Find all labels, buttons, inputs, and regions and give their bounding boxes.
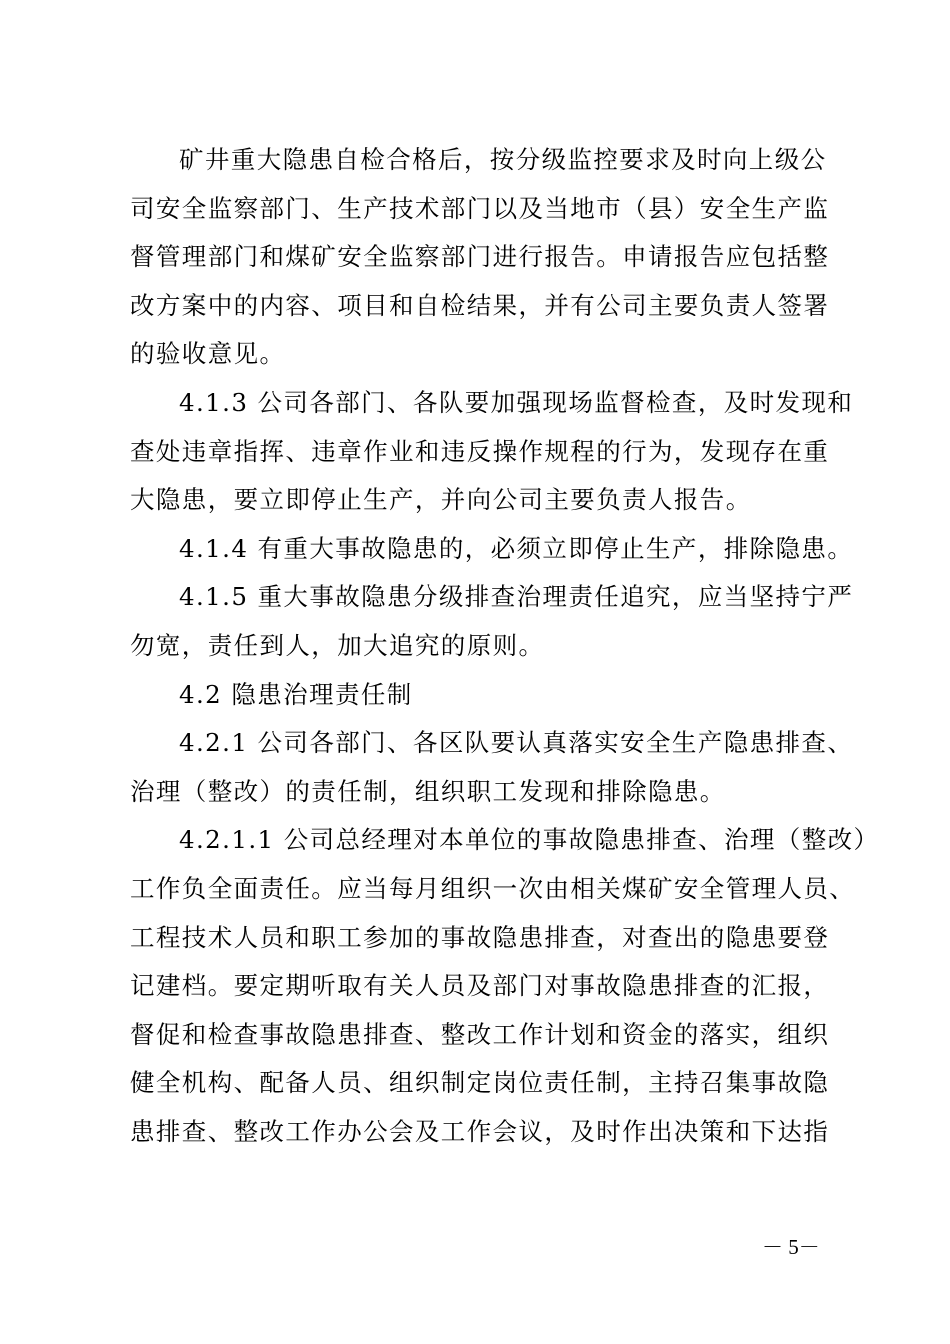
- text-line: 4.2.1.1 公司总经理对本单位的事故隐患排查、治理（整改）: [179, 825, 880, 855]
- text-line: 查处违章指挥、违章作业和违反操作规程的行为，发现存在重: [130, 436, 830, 466]
- text-line: 4.1.3 公司各部门、各队要加强现场监督检查，及时发现和: [179, 387, 854, 417]
- text-line: 矿井重大隐患自检合格后，按分级监控要求及时向上级公: [179, 145, 827, 174]
- document-body: [130, 136, 880, 1156]
- text-line: 的验收意见。: [130, 339, 286, 369]
- text-line: 勿宽，责任到人，加大追究的原则。: [130, 630, 545, 660]
- text-line: 工程技术人员和职工参加的事故隐患排查，对查出的隐患要登: [130, 922, 830, 952]
- text-line: 司安全监察部门、生产技术部门以及当地市（县）安全生产监: [130, 193, 830, 223]
- text-line: 治理（整改）的责任制，组织职工发现和排除隐患。: [130, 776, 726, 806]
- page-number: － 5－: [762, 1235, 820, 1259]
- text-line: 健全机构、配备人员、组织制定岗位责任制，主持召集事故隐: [130, 1068, 830, 1098]
- text-line: 4.1.5 重大事故隐患分级排查治理责任追究，应当坚持宁严: [179, 582, 854, 612]
- text-line: 工作负全面责任。应当每月组织一次由相关煤矿安全管理人员、: [130, 873, 856, 903]
- text-line: 4.1.4 有重大事故隐患的，必须立即停止生产，排除隐患。: [179, 533, 854, 563]
- text-line: 记建档。要定期听取有关人员及部门对事故隐患排查的汇报，: [130, 971, 830, 1001]
- text-line: 改方案中的内容、项目和自检结果，并有公司主要负责人签署: [130, 290, 830, 320]
- text-line: 督管理部门和煤矿安全监察部门进行报告。申请报告应包括整: [130, 242, 830, 272]
- text-line: 大隐患，要立即停止生产，并向公司主要负责人报告。: [130, 485, 752, 515]
- text-line: 4.2.1 公司各部门、各区队要认真落实安全生产隐患排查、: [179, 728, 854, 758]
- section-heading: 4.2 隐患治理责任制: [179, 679, 413, 709]
- text-line: 督促和检查事故隐患排查、整改工作计划和资金的落实，组织: [130, 1019, 830, 1049]
- text-line: 患排查、整改工作办公会及工作会议，及时作出决策和下达指: [130, 1116, 830, 1146]
